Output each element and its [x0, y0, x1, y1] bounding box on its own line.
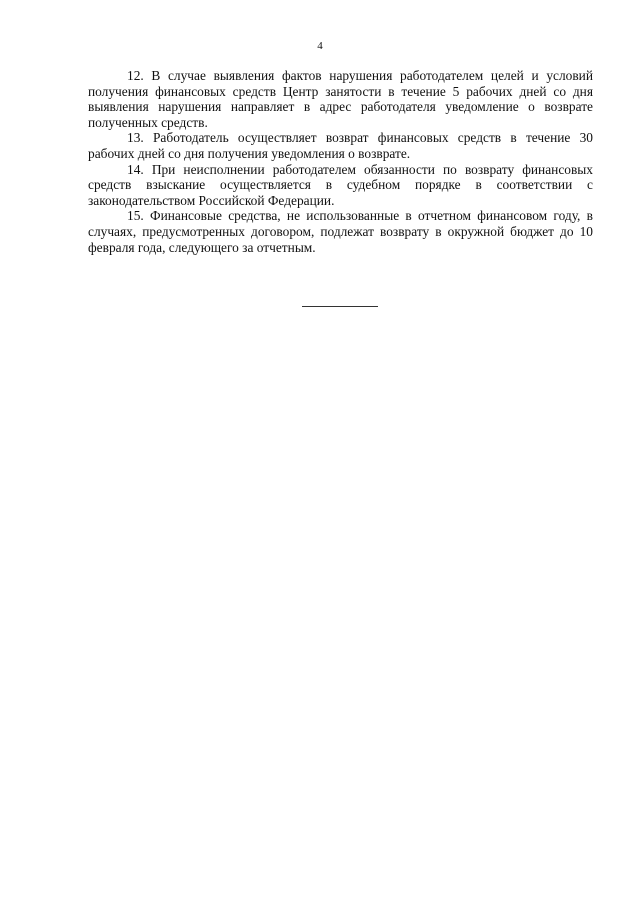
paragraph-14: 14. При неисполнении работодателем обязанности по возврату финансовых средств взыскание осуществляется в судебном порядке в соответствии с законодательством Российской Федерации. — [88, 161, 593, 208]
paragraph-13: 13. Работодатель осуществляет возврат финансовых средств в течение 30 рабочих дней со дня получения уведомления о возврате. — [88, 130, 593, 161]
end-divider-line — [302, 306, 378, 307]
paragraph-15: 15. Финансовые средства, не использованные в отчетном финансовом году, в случаях, предусмотренных договором, подлежат возврату в окружной бюджет до 10 февраля года, следующего за отчетным. — [88, 208, 593, 255]
page-number: 4 — [317, 40, 323, 52]
paragraph-12: 12. В случае выявления фактов нарушения работодателем целей и условий получения финансовых средств Центр занятости в течение 5 рабочих дней со дня выявления нарушения направляет в адрес работодателя уведомление о возврате полученных средств. — [88, 68, 593, 130]
document-body — [88, 68, 593, 255]
